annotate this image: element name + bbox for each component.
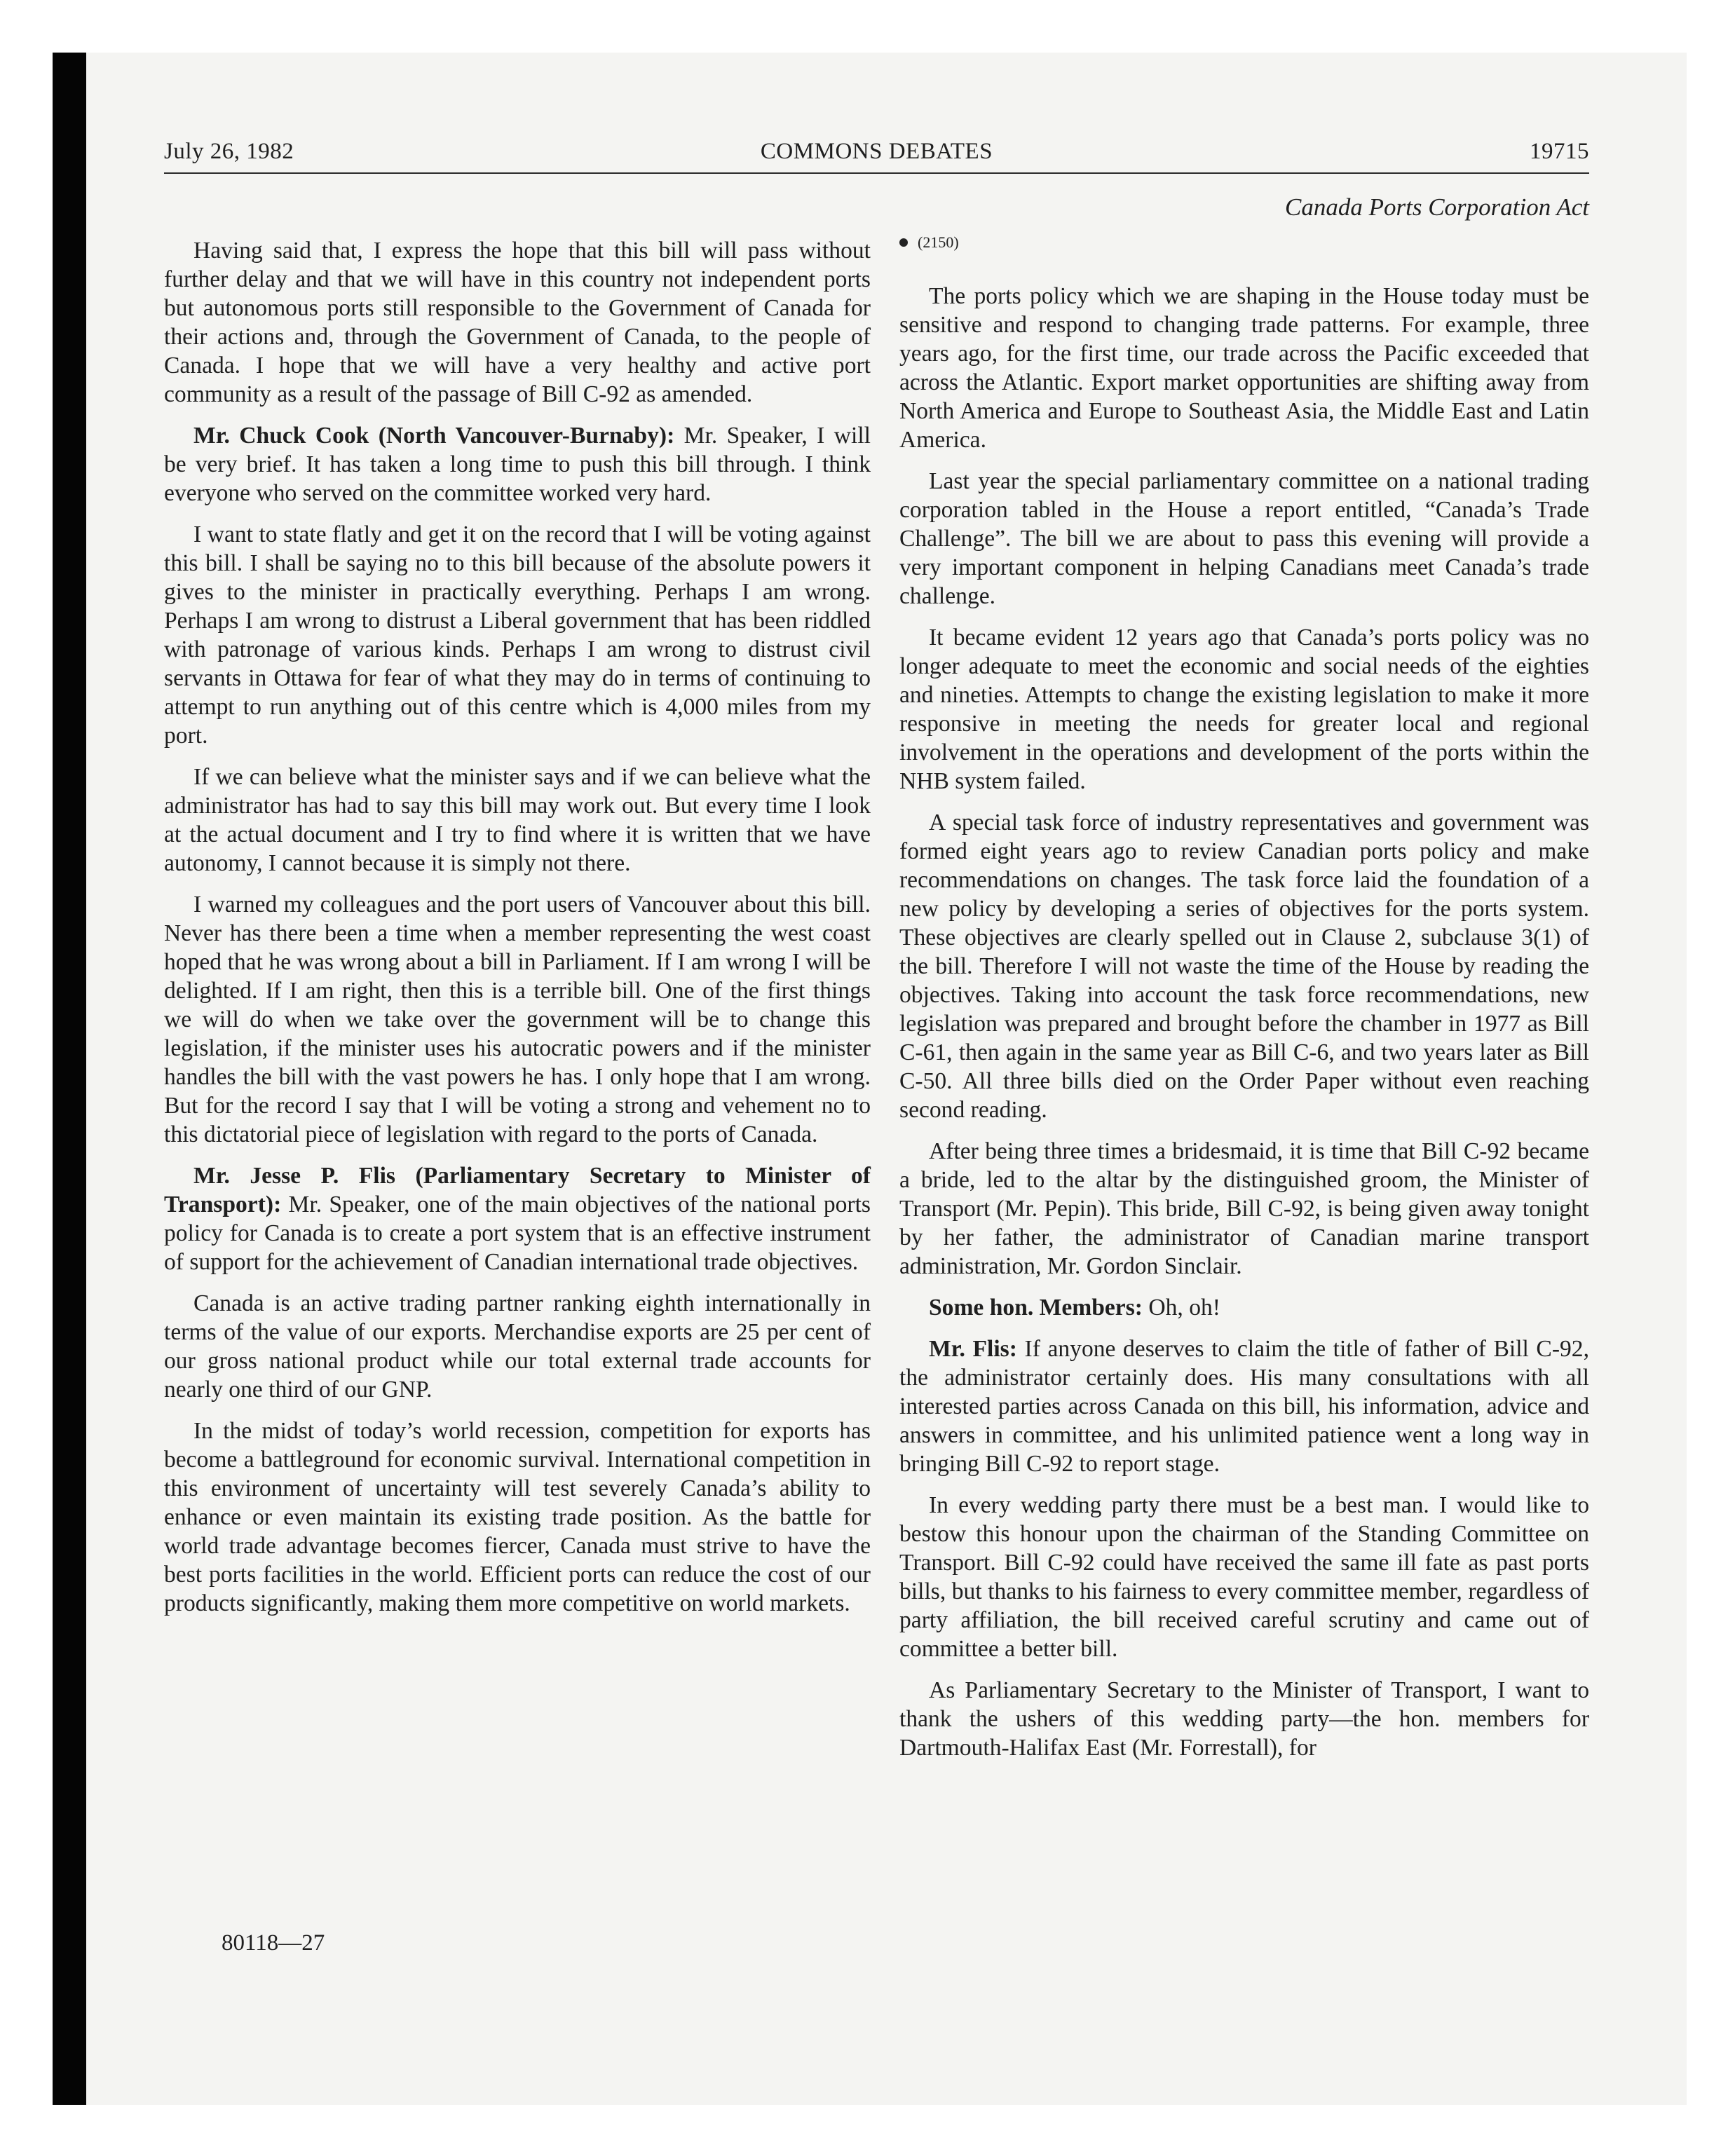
paragraph [899,1137,1589,1281]
paragraph [899,467,1589,610]
paragraph [164,890,871,1149]
right-column [899,282,1589,1775]
time-marker [899,233,959,252]
speaker-name: Mr. Jesse P. Flis (Parliamentary Secretary to Minister of Transport): [164,1163,871,1217]
paragraph-text: Having said that, I express the hope that this bill will pass without further delay and that we will have in this country not independent ports but autonomous ports still responsible to the Government of Canada for their actions and, through the Government of Canada, to the people of Canada. I hope that we will have a very healthy and active port community as a result of the passage of Bill C-92 as amended. [164,238,871,407]
paragraph-text: I warned my colleagues and the port users of Vancouver about this bill. Never has there been a time when a member representing the west coast hoped that he was wrong about a bill in Parliament. If I am wrong I will be delighted. If I am right, then this is a terrible bill. One of the first things we will do when we take over the government will be to change this legislation, if the minister uses his autocratic powers and if the minister handles the bill with the vast powers he has. I only hope that I am wrong. But for the record I say that I will be voting a strong and vehement no to this dictatorial piece of legislation with regard to the ports of Canada. [164,892,871,1147]
bullet-icon [899,238,908,247]
paragraph [899,1293,1589,1322]
header-page-number: 19715 [1530,139,1589,164]
paragraph [164,520,871,750]
footer-code: 80118—27 [222,1930,325,1956]
page-header [164,139,1589,172]
paragraph-text: The ports policy which we are shaping in the House today must be sensitive and respond to changing trade patterns. For example, three years ago, for the first time, our trade across the Pacific exceeded that across the Atlantic. Export market opportunities are shifting away from North America and Europe to Southeast Asia, the Middle East and Latin America. [899,283,1589,453]
paragraph-text: After being three times a bridesmaid, it is time that Bill C-92 became a bride, led to the altar by the distinguished groom, the Minister of Transport (Mr. Pepin). This bride, Bill C-92, is being given away tonight by her father, the administrator of Canadian marine transport administration, Mr. Gordon Sinclair. [899,1138,1589,1279]
scan-edge-bar [53,53,86,2105]
header-date: July 26, 1982 [164,139,294,164]
paragraph-text: Mr. Speaker, one of the main objectives of the national ports policy for Canada is to create a port system that is an effective instrument of support for the achievement of Canadian international trade objectives. [164,1192,871,1275]
paragraph [164,1161,871,1276]
speaker-name: Some hon. Members: [929,1295,1143,1321]
time-marker-text: (2150) [918,233,959,251]
paragraph-text: In the midst of today’s world recession, competition for exports has become a battleground for economic survival. International competition in this environment of uncertainty will test severely Canada’s ability to enhance or even maintain its existing trade position. As the battle for world trade advantage becomes fiercer, Canada must strive to have the best ports facilities in the world. Efficient ports can reduce the cost of our products significantly, making them more competitive on world markets. [164,1418,871,1616]
speaker-name: Mr. Flis: [929,1336,1017,1362]
paragraph [164,421,871,507]
paragraph-text: I want to state flatly and get it on the record that I will be voting against this bill. I shall be saying no to this bill because of the absolute powers it gives to the minister in practically everything. Perhaps I am wrong. Perhaps I am wrong to distrust a Liberal government that has been riddled with patronage of various kinds. Perhaps I am wrong to distrust civil servants in Ottawa for fear of what they may do in terms of continuing to attempt to run anything out of this centre which is 4,000 miles from my port. [164,521,871,749]
paragraph [164,1417,871,1618]
paragraph [164,763,871,878]
section-title: Canada Ports Corporation Act [1285,193,1589,221]
paragraph [899,1491,1589,1663]
paragraph-text: As Parliamentary Secretary to the Minister of Transport, I want to thank the ushers of this wedding party—the hon. members for Dartmouth-Halifax East (Mr. Forrestall), for [899,1677,1589,1761]
paragraph [899,282,1589,454]
left-column [164,236,871,1630]
paragraph-text: Oh, oh! [1148,1295,1220,1321]
paragraph-text: If we can believe what the minister says and if we can believe what the administrator has had to say this bill may work out. But every time I look at the actual document and I try to find where it is written that we have autonomy, I cannot because it is simply not there. [164,764,871,876]
paragraph [164,236,871,409]
paragraph [899,623,1589,796]
speaker-name: Mr. Chuck Cook (North Vancouver-Burnaby): [193,423,675,449]
paragraph-text: It became evident 12 years ago that Canada’s ports policy was no longer adequate to meet the economic and social needs of the eighties and nineties. Attempts to change the existing legislation to make it more responsive in meeting the needs for greater local and regional involvement in the operations and development of the ports within the NHB system failed. [899,625,1589,794]
paragraph [899,808,1589,1124]
paragraph [899,1676,1589,1762]
paragraph-text: If anyone deserves to claim the title of father of Bill C-92, the administrator certainly does. His many consultations with all interested parties across Canada on this bill, his information, advice and answers in committee, and his unlimited patience went a long way in bringing Bill C-92 to report stage. [899,1336,1589,1477]
paragraph-text: Canada is an active trading partner ranking eighth internationally in terms of the value of our exports. Merchandise exports are 25 per cent of our gross national product while our total external trade accounts for nearly one third of our GNP. [164,1290,871,1403]
paragraph-text: In every wedding party there must be a best man. I would like to bestow this honour upon the chairman of the Standing Committee on Transport. Bill C-92 could have received the same ill fate as past ports bills, but thanks to his fairness to every committee member, regardless of party affiliation, the bill received careful scrutiny and came out of committee a better bill. [899,1492,1589,1662]
header-rule [164,172,1589,174]
paragraph-text: A special task force of industry representatives and government was formed eight years ago to review Canadian ports policy and make recommendations on changes. The task force laid the foundation of a new policy by developing a series of objectives for the ports system. These objectives are clearly spelled out in Clause 2, subclause 3(1) of the bill. Therefore I will not waste the time of the House by reading the objectives. Taking into account the task force recommendations, new legislation was prepared and brought before the chamber in 1977 as Bill C-61, then again in the same year as Bill C-6, and two years later as Bill C-50. All three bills died on the Order Paper without even reaching second reading. [899,810,1589,1123]
paragraph [899,1335,1589,1478]
header-publication: COMMONS DEBATES [760,139,993,164]
paragraph-text: Mr. Speaker, I will be very brief. It has taken a long time to push this bill through. I think everyone who served on the committee worked very hard. [164,423,871,506]
paragraph-text: Last year the special parliamentary committee on a national trading corporation tabled in the House a report entitled, “Canada’s Trade Challenge”. The bill we are about to pass this evening will provide a very important component in helping Canadians meet Canada’s trade challenge. [899,468,1589,609]
paragraph [164,1289,871,1404]
